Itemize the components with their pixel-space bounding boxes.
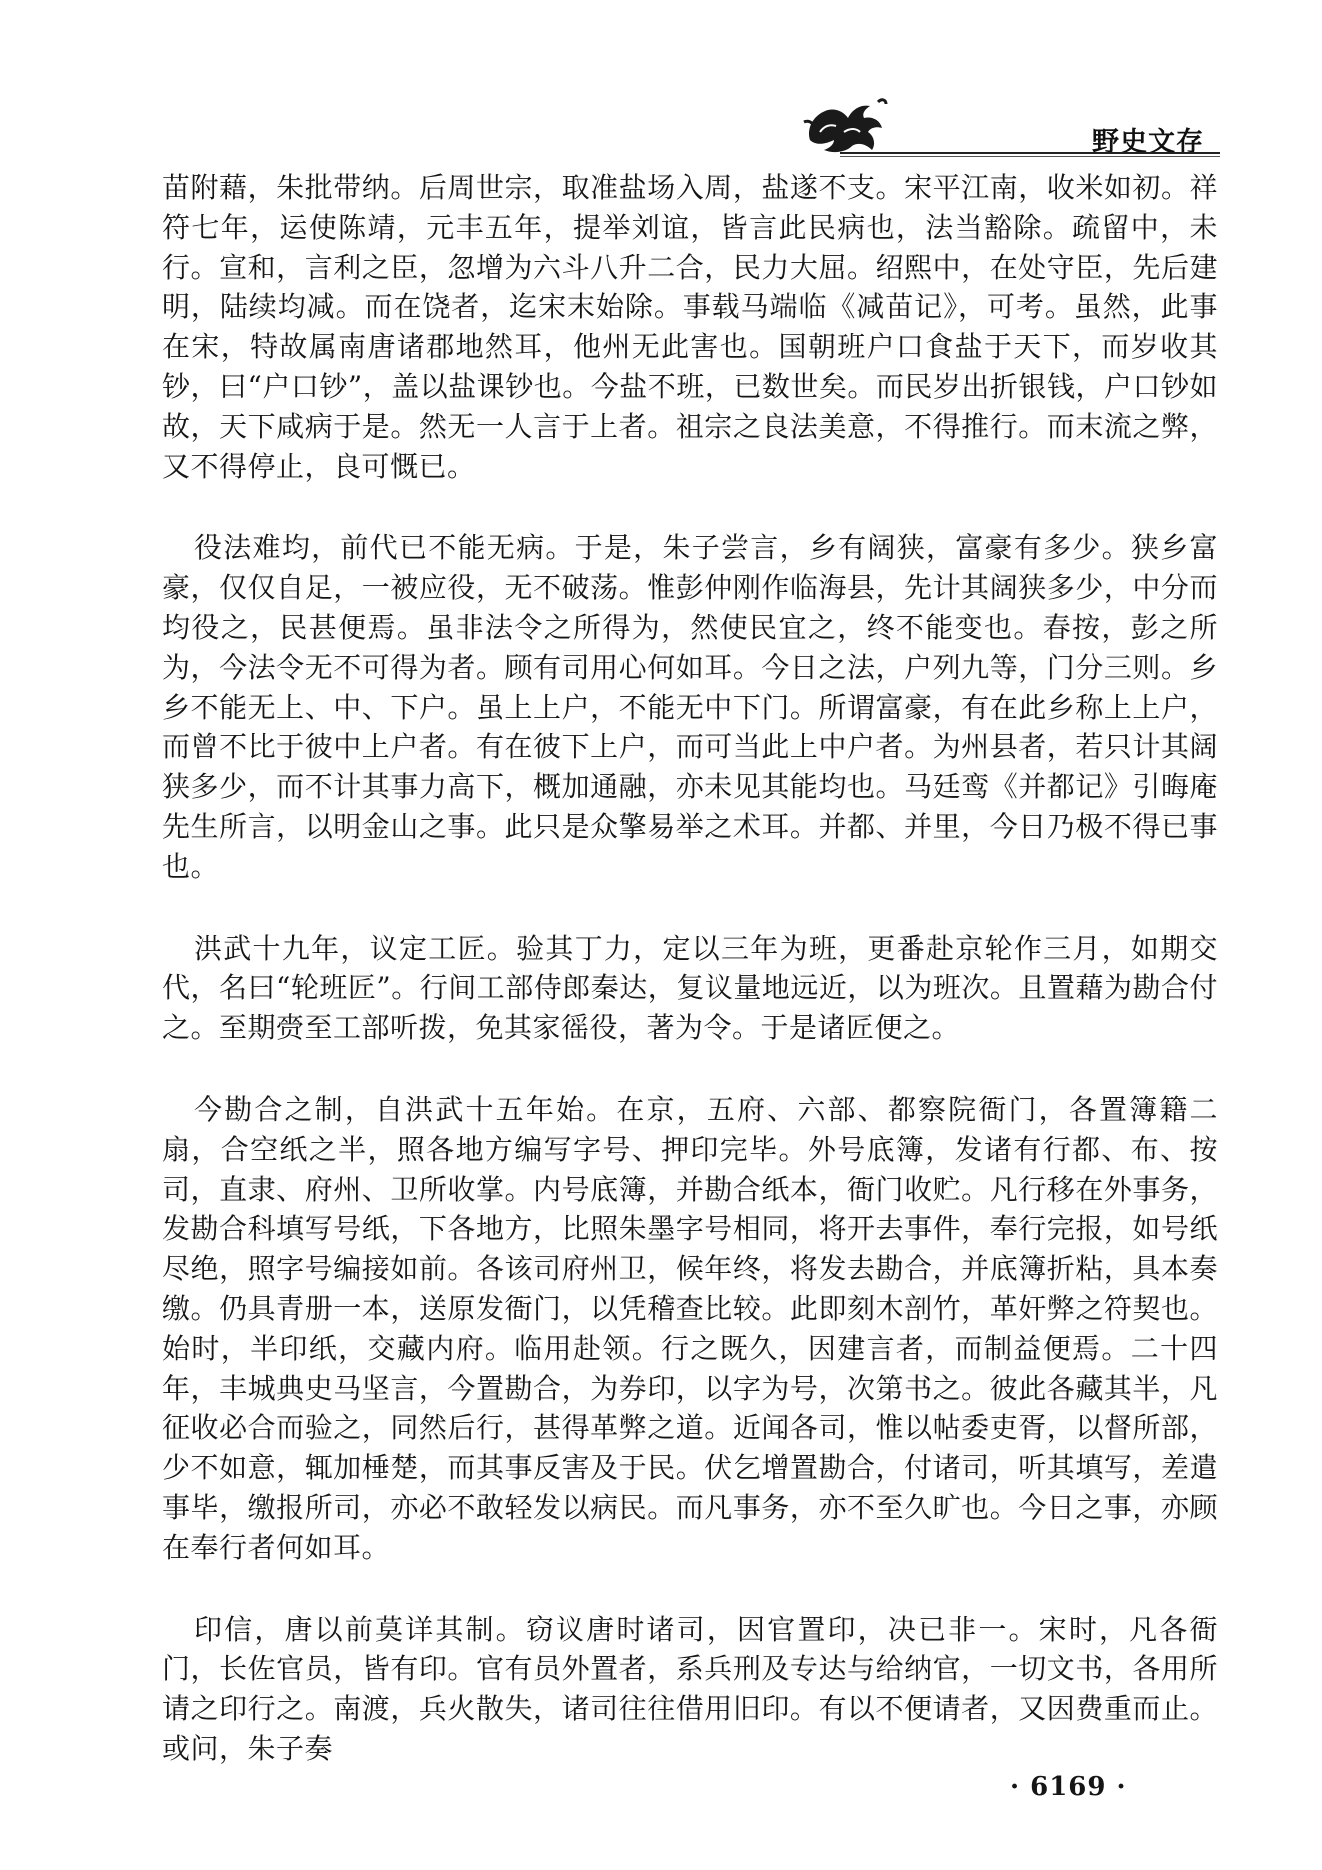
page-body [162, 168, 1218, 1811]
header-divider [840, 152, 1220, 154]
body-paragraph: 役法难均，前代已不能无病。于是，朱子尝言，乡有阔狭，富豪有多少。狭乡富豪，仅仅自足，一被应役，无不破荡。惟彭仲刚作临海县，先计其阔狭多少，中分而均役之，民甚便焉。虽非法令之所得为，然使民宜之，终不能变也。春按，彭之所为，今法令无不可得为者。顾有司用心何如耳。今日之法，户列九等，门分三则。乡乡不能无上、中、下户。虽上上户，不能无中下门。所谓富豪，有在此乡称上上户，而曾不比于彼中上户者。有在彼下上户，而可当此上中户者。为州县者，若只计其阔狭多少，而不计其事力高下，概加通融，亦未见其能均也。马廷鸾《并都记》引晦庵先生所言，以明金山之事。此只是众擎易举之术耳。并都、并里，今日乃极不得已事也。 [162, 531, 1218, 883]
body-paragraph: 洪武十九年，议定工匠。验其丁力，定以三年为班，更番赴京轮作三月，如期交代，名曰“轮班匠”。行间工部侍郎秦达，复议量地远近，以为班次。且置藉为勘合付之。至期赍至工部听拨，免其家徭役，著为令。于是诸匠便之。 [162, 931, 1218, 1045]
page-header [0, 0, 1322, 160]
body-paragraph: 苗附藉，朱批带纳。后周世宗，取准盐场入周，盐遂不支。宋平江南，收米如初。祥符七年，运使陈靖，元丰五年，提举刘谊，皆言此民病也，法当豁除。疏留中，未行。宣和，言利之臣，忽增为六斗八升二合，民力大屈。绍熙中，在处守臣，先后建明，陆续均减。而在饶者，迄宋末始除。事载马端临《减苗记》，可考。虽然，此事在宋，特故属南唐诸郡地然耳，他州无此害也。国朝班户口食盐于天下，而岁收其钞，曰“户口钞”，盖以盐课钞也。今盐不班，已数世矣。而民岁出折银钱，户口钞如故，天下咸病于是。然无一人言于上者。祖宗之良法美意，不得推行。而末流之弊，又不得停止，良可慨已。 [162, 171, 1218, 483]
dragon-icon [800, 92, 888, 160]
page-number: · 6169 · [1010, 1772, 1127, 1802]
header-divider-thin [840, 156, 1220, 157]
body-paragraph: 今勘合之制，自洪武十五年始。在京，五府、六部、都察院衙门，各置簿籍二扇，合空纸之半，照各地方编写字号、押印完毕。外号底簿，发诸有行都、布、按司，直隶、府州、卫所收掌。内号底簿，并勘合纸本，衙门收贮。凡行移在外事务，发勘合科填写号纸，下各地方，比照朱墨字号相同，将开去事件，奉行完报，如号纸尽绝，照字号编接如前。各该司府州卫，候年终，将发去勘合，并底簿折粘，具本奏缴。仍具青册一本，送原发衙门，以凭稽查比较。此即刻木剖竹，革奸弊之符契也。始时，半印纸，交藏内府。临用赴领。行之既久，因建言者，而制益便焉。二十四年，丰城典史马坚言，今置勘合，为券印，以字为号，次第书之。彼此各藏其半，凡征收必合而验之，同然后行，甚得革弊之道。近闻各司，惟以帖委吏胥，以督所部，少不如意，辄加棰楚，而其事反害及于民。伏乞增置勘合，付诸司，听其填写，差遣事毕，缴报所司，亦必不敢轻发以病民。而凡事务，亦不至久旷也。今日之事，亦顾在奉行者何如耳。 [162, 1092, 1218, 1564]
series-title: 野史文存 [1092, 127, 1204, 158]
body-paragraph: 印信，唐以前莫详其制。窃议唐时诸司，因官置印，决已非一。宋时，凡各衙门，长佐官员，皆有印。官有员外置者，系兵刑及专达与给纳官，一切文书，各用所请之印行之。南渡，兵火散失，诸司往往借用旧印。有以不便请者，又因费重而止。或问，朱子奏 [162, 1612, 1218, 1765]
